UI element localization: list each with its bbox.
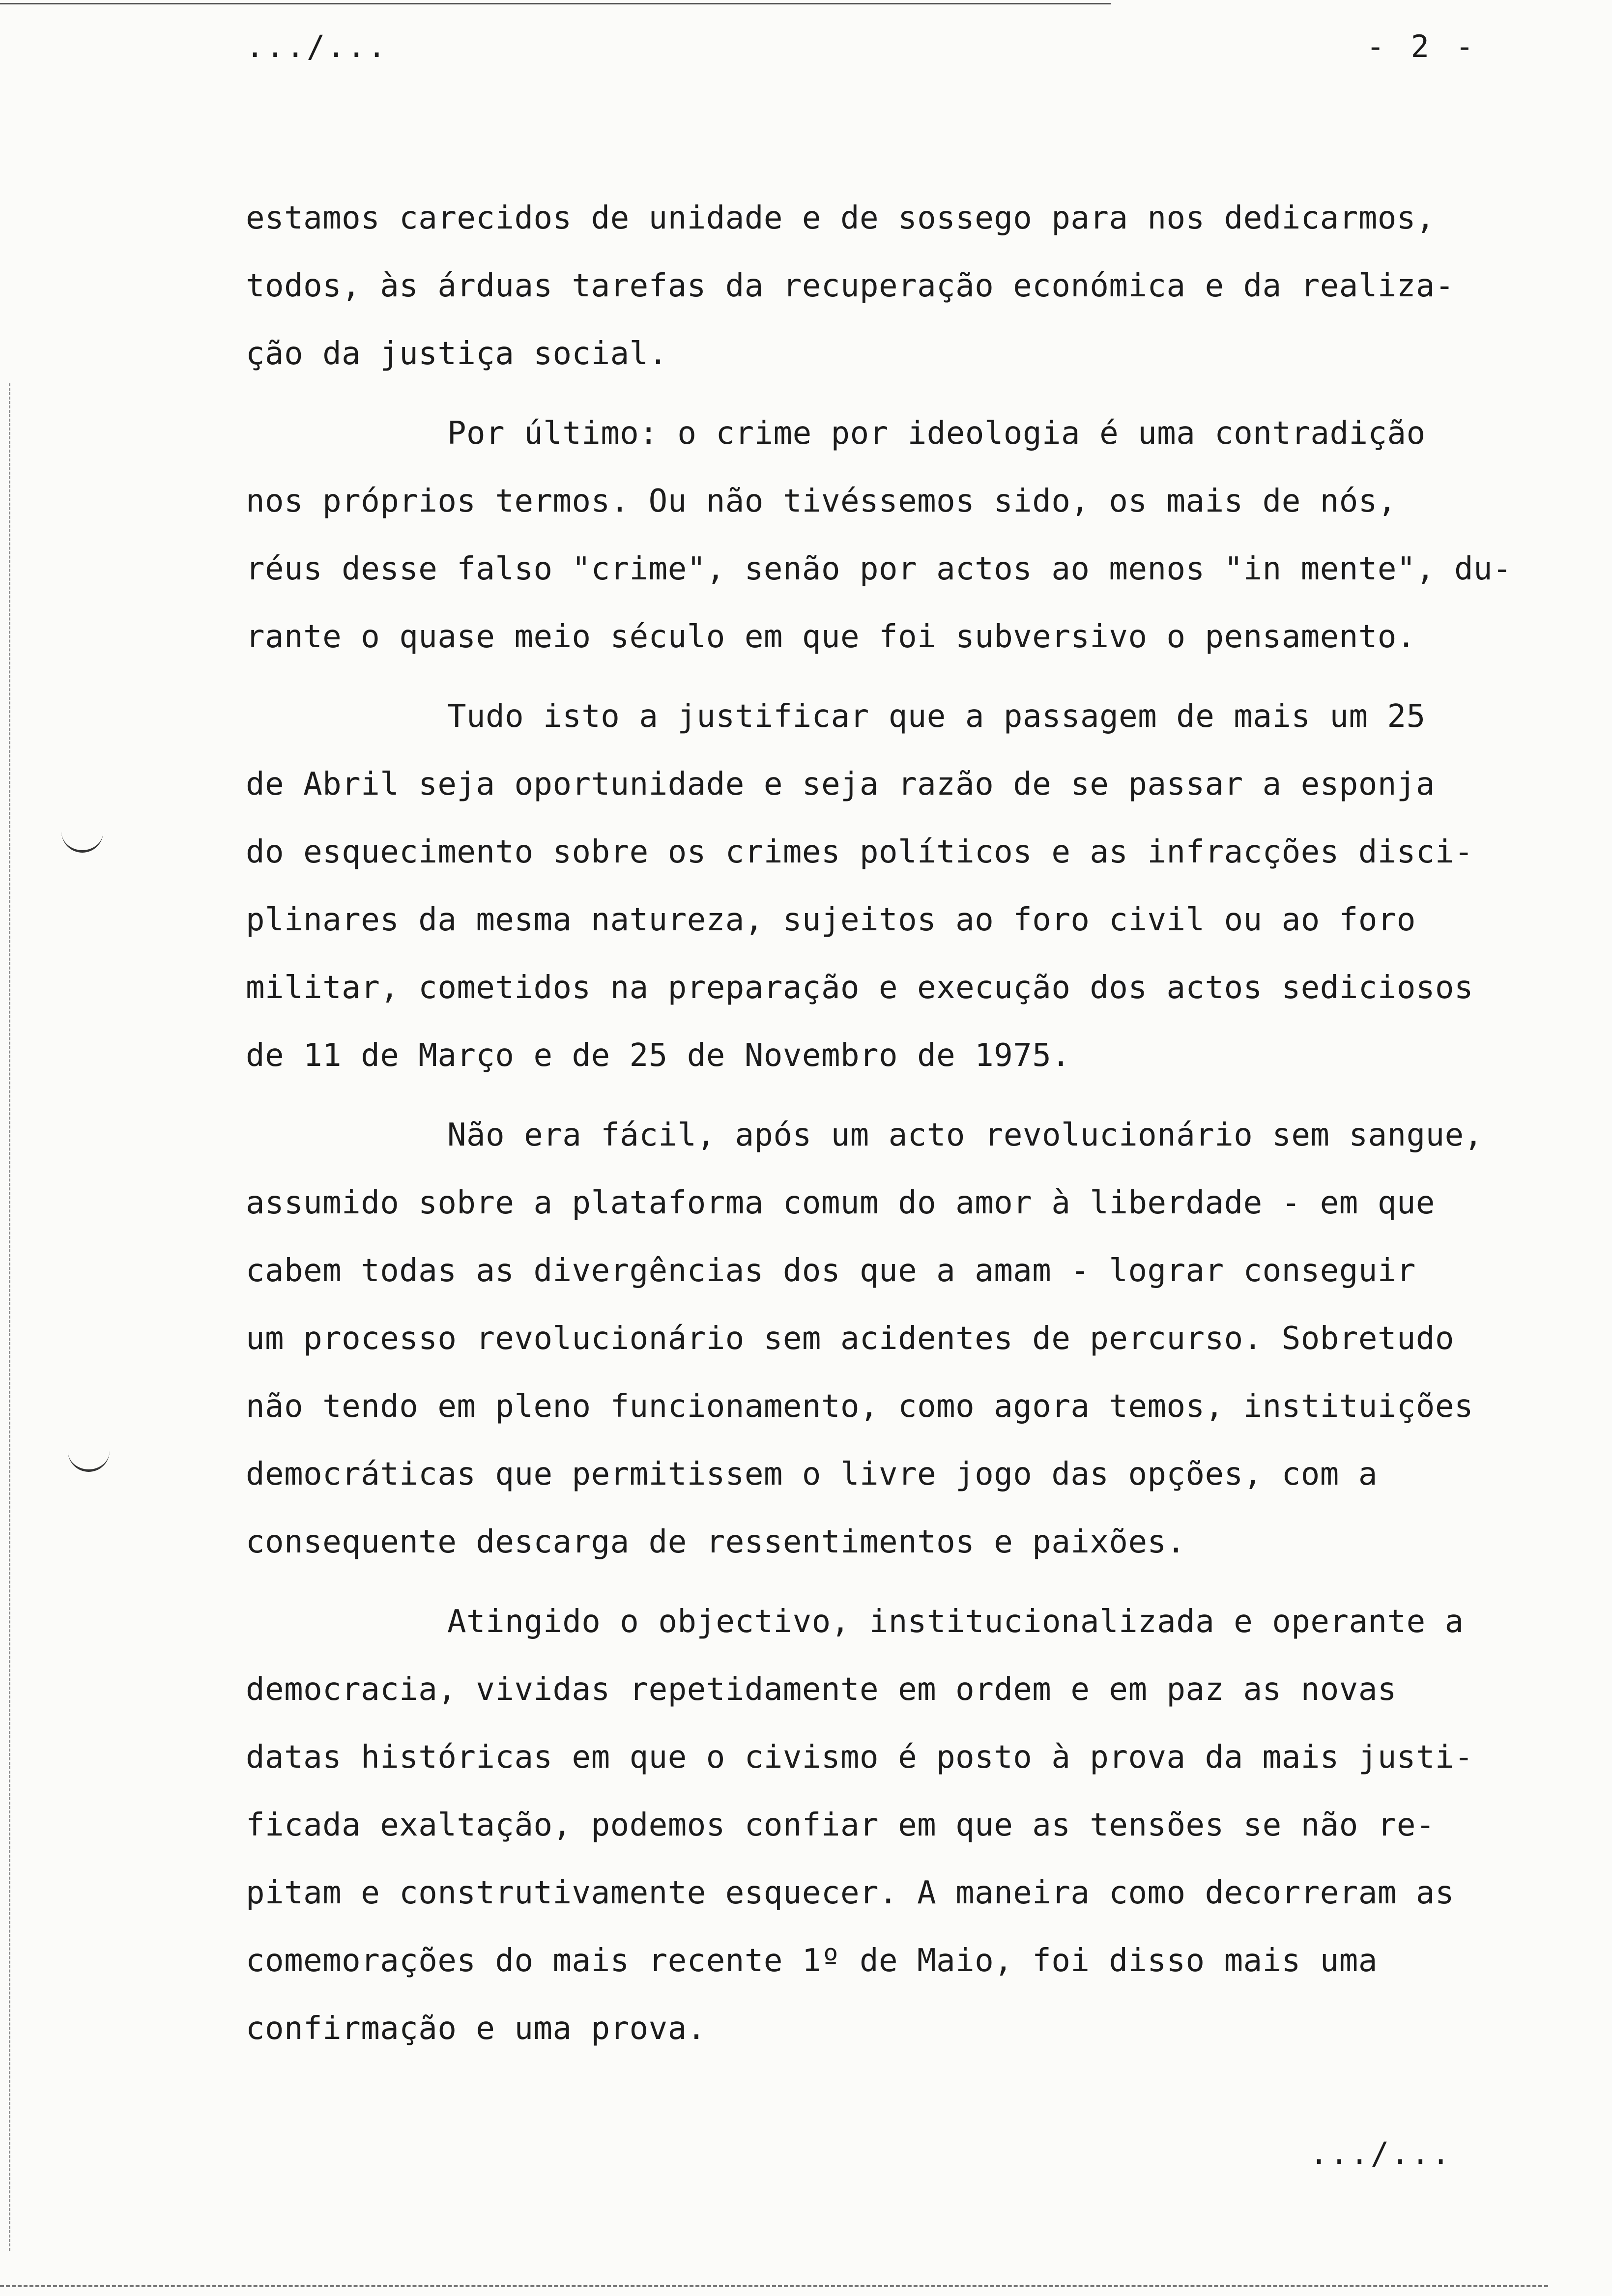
hole-punch-mark — [61, 831, 103, 853]
paragraph — [246, 1101, 1543, 1576]
text-line: Por último: o crime por ideologia é uma contradição — [447, 415, 1426, 452]
text-line: ficada exaltação, podemos confiar em que as tensões se não re- — [246, 1807, 1435, 1843]
paragraph — [246, 1588, 1543, 2063]
binding-margin-marks — [9, 383, 10, 2251]
text-line: cabem todas as divergências dos que a amam - lograr conseguir — [246, 1253, 1416, 1289]
text-line: datas históricas em que o civismo é posto à prova da mais justi- — [246, 1739, 1473, 1776]
continuation-marker-bottom: .../... — [1310, 2135, 1452, 2171]
text-line: Tudo isto a justificar que a passagem de mais um 25 — [447, 698, 1426, 735]
text-line: todos, às árduas tarefas da recuperação económica e da realiza- — [246, 268, 1454, 304]
text-line: plinares da mesma natureza, sujeitos ao foro civil ou ao foro — [246, 902, 1416, 938]
text-line: não tendo em pleno funcionamento, como agora temos, instituições — [246, 1388, 1473, 1425]
text-line: consequente descarga de ressentimentos e paixões. — [246, 1524, 1186, 1560]
page-number: - 2 - — [1366, 29, 1478, 64]
text-line: ção da justiça social. — [246, 336, 668, 372]
text-line: rante o quase meio século em que foi subversivo o pensamento. — [246, 619, 1416, 655]
text-line: assumido sobre a plataforma comum do amor à liberdade - em que — [246, 1185, 1435, 1221]
top-edge-line — [0, 3, 1111, 4]
paragraph — [246, 184, 1543, 388]
text-line: estamos carecidos de unidade e de sossego para nos dedicarmos, — [246, 200, 1435, 236]
text-line: um processo revolucionário sem acidentes de percurso. Sobretudo — [246, 1320, 1454, 1357]
text-line: de Abril seja oportunidade e seja razão de se passar a esponja — [246, 766, 1435, 803]
text-line: de 11 de Março e de 25 de Novembro de 1975. — [246, 1037, 1071, 1074]
text-line: pitam e construtivamente esquecer. A maneira como decorreram as — [246, 1875, 1454, 1911]
paragraph — [246, 400, 1543, 671]
text-line: confirmação e uma prova. — [246, 2010, 706, 2047]
hole-punch-mark — [68, 1450, 110, 1472]
text-line: militar, cometidos na preparação e execução dos actos sediciosos — [246, 970, 1473, 1006]
paragraph — [246, 683, 1543, 1090]
text-line: democráticas que permitissem o livre jogo das opções, com a — [246, 1456, 1378, 1492]
text-line: Atingido o objectivo, institucionalizada e operante a — [447, 1604, 1464, 1640]
document-body — [246, 184, 1543, 2074]
text-line: democracia, vividas repetidamente em ordem e em paz as novas — [246, 1671, 1397, 1708]
continuation-marker-top: .../... — [246, 29, 388, 64]
text-line: comemorações do mais recente 1º de Maio, foi disso mais uma — [246, 1943, 1378, 1979]
text-line: do esquecimento sobre os crimes políticos e as infracções disci- — [246, 834, 1473, 870]
text-line: nos próprios termos. Ou não tivéssemos sido, os mais de nós, — [246, 483, 1397, 519]
text-line: réus desse falso "crime", senão por actos ao menos "in mente", du- — [246, 551, 1512, 587]
text-line: Não era fácil, após um acto revolucionário sem sangue, — [447, 1117, 1483, 1153]
bottom-edge-line — [0, 2285, 1548, 2287]
